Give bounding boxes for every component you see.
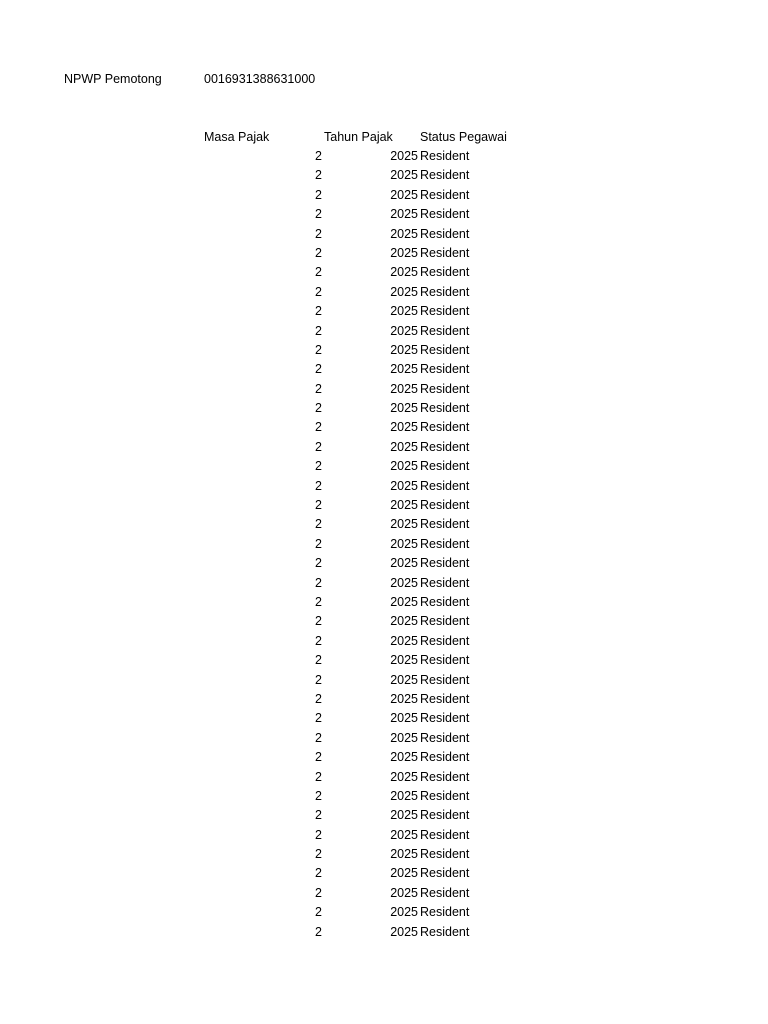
masa-pajak-cell: 2 xyxy=(315,905,322,920)
status-pegawai-cell: Resident xyxy=(420,691,470,706)
table-row xyxy=(0,304,768,323)
tahun-pajak-cell: 2025 xyxy=(390,808,418,823)
status-pegawai-cell: Resident xyxy=(420,556,470,571)
table-row xyxy=(0,731,768,750)
status-pegawai-cell: Resident xyxy=(420,808,470,823)
tahun-pajak-cell: 2025 xyxy=(390,439,418,454)
table-row xyxy=(0,227,768,246)
masa-pajak-cell: 2 xyxy=(315,808,322,823)
table-row xyxy=(0,576,768,595)
tahun-pajak-cell: 2025 xyxy=(390,866,418,881)
status-pegawai-cell: Resident xyxy=(420,265,470,280)
table-row xyxy=(0,362,768,381)
tahun-pajak-cell: 2025 xyxy=(390,924,418,939)
tahun-pajak-cell: 2025 xyxy=(390,905,418,920)
table-row xyxy=(0,653,768,672)
tahun-pajak-cell: 2025 xyxy=(390,478,418,493)
column-header-masa-pajak: Masa Pajak xyxy=(204,130,270,144)
tahun-pajak-cell: 2025 xyxy=(390,536,418,551)
tahun-pajak-cell: 2025 xyxy=(390,847,418,862)
npwp-pemotong-value: 0016931388631000 xyxy=(204,72,316,86)
status-pegawai-cell: Resident xyxy=(420,381,470,396)
status-pegawai-cell: Resident xyxy=(420,284,470,299)
table-row xyxy=(0,711,768,730)
masa-pajak-cell: 2 xyxy=(315,459,322,474)
tahun-pajak-cell: 2025 xyxy=(390,788,418,803)
status-pegawai-cell: Resident xyxy=(420,401,470,416)
table-row xyxy=(0,168,768,187)
status-pegawai-cell: Resident xyxy=(420,362,470,377)
status-pegawai-cell: Resident xyxy=(420,478,470,493)
status-pegawai-cell: Resident xyxy=(420,769,470,784)
masa-pajak-cell: 2 xyxy=(315,885,322,900)
tahun-pajak-cell: 2025 xyxy=(390,342,418,357)
status-pegawai-cell: Resident xyxy=(420,847,470,862)
masa-pajak-cell: 2 xyxy=(315,536,322,551)
table-row xyxy=(0,828,768,847)
status-pegawai-cell: Resident xyxy=(420,905,470,920)
table-row xyxy=(0,149,768,168)
status-pegawai-cell: Resident xyxy=(420,207,470,222)
masa-pajak-cell: 2 xyxy=(315,381,322,396)
status-pegawai-cell: Resident xyxy=(420,187,470,202)
masa-pajak-cell: 2 xyxy=(315,750,322,765)
status-pegawai-cell: Resident xyxy=(420,168,470,183)
table-row xyxy=(0,925,768,944)
masa-pajak-cell: 2 xyxy=(315,420,322,435)
status-pegawai-cell: Resident xyxy=(420,633,470,648)
table-row xyxy=(0,420,768,439)
tahun-pajak-cell: 2025 xyxy=(390,498,418,513)
table-row xyxy=(0,324,768,343)
masa-pajak-cell: 2 xyxy=(315,575,322,590)
tahun-pajak-cell: 2025 xyxy=(390,265,418,280)
tahun-pajak-cell: 2025 xyxy=(390,633,418,648)
table-row xyxy=(0,634,768,653)
tahun-pajak-cell: 2025 xyxy=(390,827,418,842)
table-row xyxy=(0,285,768,304)
tahun-pajak-cell: 2025 xyxy=(390,381,418,396)
table-row xyxy=(0,479,768,498)
status-pegawai-cell: Resident xyxy=(420,420,470,435)
table-row xyxy=(0,886,768,905)
tahun-pajak-cell: 2025 xyxy=(390,245,418,260)
tahun-pajak-cell: 2025 xyxy=(390,362,418,377)
tahun-pajak-cell: 2025 xyxy=(390,284,418,299)
table-row xyxy=(0,188,768,207)
table-row xyxy=(0,401,768,420)
tahun-pajak-cell: 2025 xyxy=(390,614,418,629)
masa-pajak-cell: 2 xyxy=(315,245,322,260)
status-pegawai-cell: Resident xyxy=(420,226,470,241)
status-pegawai-cell: Resident xyxy=(420,439,470,454)
masa-pajak-cell: 2 xyxy=(315,653,322,668)
status-pegawai-cell: Resident xyxy=(420,575,470,590)
masa-pajak-cell: 2 xyxy=(315,924,322,939)
tahun-pajak-cell: 2025 xyxy=(390,420,418,435)
masa-pajak-cell: 2 xyxy=(315,304,322,319)
status-pegawai-cell: Resident xyxy=(420,711,470,726)
status-pegawai-cell: Resident xyxy=(420,245,470,260)
npwp-pemotong-label: NPWP Pemotong xyxy=(64,72,162,86)
status-pegawai-cell: Resident xyxy=(420,827,470,842)
table-row xyxy=(0,692,768,711)
masa-pajak-cell: 2 xyxy=(315,226,322,241)
status-pegawai-cell: Resident xyxy=(420,459,470,474)
status-pegawai-cell: Resident xyxy=(420,614,470,629)
masa-pajak-cell: 2 xyxy=(315,711,322,726)
tahun-pajak-cell: 2025 xyxy=(390,207,418,222)
masa-pajak-cell: 2 xyxy=(315,866,322,881)
status-pegawai-cell: Resident xyxy=(420,323,470,338)
table-row xyxy=(0,382,768,401)
table-row xyxy=(0,770,768,789)
table-row xyxy=(0,614,768,633)
status-pegawai-cell: Resident xyxy=(420,788,470,803)
masa-pajak-cell: 2 xyxy=(315,614,322,629)
tahun-pajak-cell: 2025 xyxy=(390,769,418,784)
tahun-pajak-cell: 2025 xyxy=(390,168,418,183)
masa-pajak-cell: 2 xyxy=(315,207,322,222)
status-pegawai-cell: Resident xyxy=(420,750,470,765)
tahun-pajak-cell: 2025 xyxy=(390,750,418,765)
status-pegawai-cell: Resident xyxy=(420,342,470,357)
table-row xyxy=(0,750,768,769)
table-row xyxy=(0,207,768,226)
masa-pajak-cell: 2 xyxy=(315,342,322,357)
status-pegawai-cell: Resident xyxy=(420,653,470,668)
table-row xyxy=(0,343,768,362)
column-header-tahun-pajak: Tahun Pajak xyxy=(324,130,393,144)
tahun-pajak-cell: 2025 xyxy=(390,594,418,609)
table-row xyxy=(0,246,768,265)
table-row xyxy=(0,440,768,459)
status-pegawai-cell: Resident xyxy=(420,149,470,163)
status-pegawai-cell: Resident xyxy=(420,885,470,900)
masa-pajak-cell: 2 xyxy=(315,788,322,803)
masa-pajak-cell: 2 xyxy=(315,284,322,299)
tahun-pajak-cell: 2025 xyxy=(390,459,418,474)
masa-pajak-cell: 2 xyxy=(315,691,322,706)
table-row xyxy=(0,459,768,478)
status-pegawai-cell: Resident xyxy=(420,517,470,532)
status-pegawai-cell: Resident xyxy=(420,730,470,745)
masa-pajak-cell: 2 xyxy=(315,187,322,202)
masa-pajak-cell: 2 xyxy=(315,168,322,183)
tahun-pajak-cell: 2025 xyxy=(390,653,418,668)
table-row xyxy=(0,905,768,924)
tahun-pajak-cell: 2025 xyxy=(390,401,418,416)
masa-pajak-cell: 2 xyxy=(315,672,322,687)
masa-pajak-cell: 2 xyxy=(315,265,322,280)
status-pegawai-cell: Resident xyxy=(420,594,470,609)
masa-pajak-cell: 2 xyxy=(315,594,322,609)
data-table-body xyxy=(0,149,768,944)
masa-pajak-cell: 2 xyxy=(315,847,322,862)
tahun-pajak-cell: 2025 xyxy=(390,575,418,590)
status-pegawai-cell: Resident xyxy=(420,498,470,513)
masa-pajak-cell: 2 xyxy=(315,362,322,377)
masa-pajak-cell: 2 xyxy=(315,401,322,416)
table-row xyxy=(0,265,768,284)
masa-pajak-cell: 2 xyxy=(315,517,322,532)
table-row xyxy=(0,673,768,692)
table-row xyxy=(0,537,768,556)
table-row xyxy=(0,847,768,866)
masa-pajak-cell: 2 xyxy=(315,498,322,513)
masa-pajak-cell: 2 xyxy=(315,730,322,745)
masa-pajak-cell: 2 xyxy=(315,556,322,571)
masa-pajak-cell: 2 xyxy=(315,769,322,784)
status-pegawai-cell: Resident xyxy=(420,866,470,881)
table-row xyxy=(0,789,768,808)
column-header-status-pegawai: Status Pegawai xyxy=(420,130,507,144)
tahun-pajak-cell: 2025 xyxy=(390,187,418,202)
status-pegawai-cell: Resident xyxy=(420,672,470,687)
tahun-pajak-cell: 2025 xyxy=(390,672,418,687)
status-pegawai-cell: Resident xyxy=(420,924,470,939)
masa-pajak-cell: 2 xyxy=(315,323,322,338)
tahun-pajak-cell: 2025 xyxy=(390,304,418,319)
table-row xyxy=(0,595,768,614)
table-row xyxy=(0,498,768,517)
masa-pajak-cell: 2 xyxy=(315,439,322,454)
masa-pajak-cell: 2 xyxy=(315,149,322,163)
table-row xyxy=(0,866,768,885)
status-pegawai-cell: Resident xyxy=(420,304,470,319)
status-pegawai-cell: Resident xyxy=(420,536,470,551)
tahun-pajak-cell: 2025 xyxy=(390,226,418,241)
tahun-pajak-cell: 2025 xyxy=(390,556,418,571)
tahun-pajak-cell: 2025 xyxy=(390,517,418,532)
table-row xyxy=(0,517,768,536)
tahun-pajak-cell: 2025 xyxy=(390,691,418,706)
masa-pajak-cell: 2 xyxy=(315,827,322,842)
tahun-pajak-cell: 2025 xyxy=(390,323,418,338)
table-row xyxy=(0,808,768,827)
masa-pajak-cell: 2 xyxy=(315,478,322,493)
tahun-pajak-cell: 2025 xyxy=(390,885,418,900)
tahun-pajak-cell: 2025 xyxy=(390,149,418,163)
tahun-pajak-cell: 2025 xyxy=(390,711,418,726)
table-row xyxy=(0,556,768,575)
masa-pajak-cell: 2 xyxy=(315,633,322,648)
tahun-pajak-cell: 2025 xyxy=(390,730,418,745)
